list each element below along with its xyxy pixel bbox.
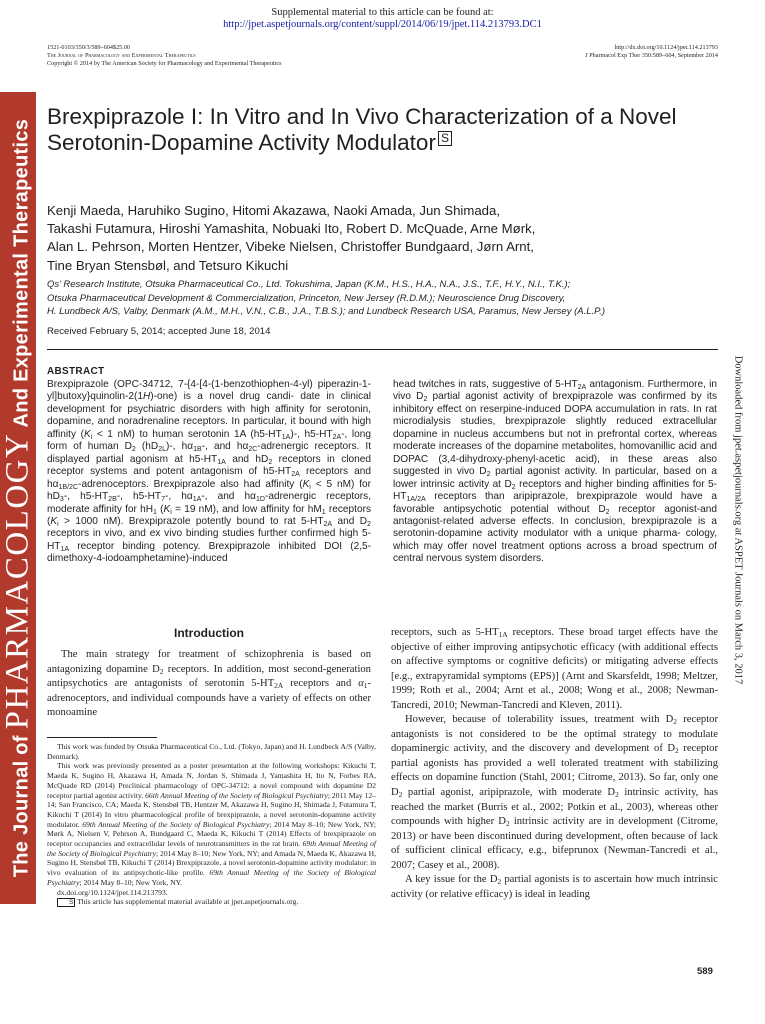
- text-run: 1B/2C: [58, 483, 79, 491]
- text-run: D: [359, 515, 368, 527]
- text-run: 2: [367, 520, 371, 528]
- intro-paragraph-1: [47, 648, 371, 721]
- text-run: 2: [505, 818, 510, 828]
- text-run: i: [309, 483, 311, 491]
- text-run: 2: [268, 458, 273, 466]
- introduction-left-column: [47, 648, 371, 721]
- text-run: receptors and: [283, 678, 359, 690]
- intro-paragraph-3: [391, 873, 718, 902]
- text-run: receptors. In addition, most second-generation antipsychotics are antagonists of serotonin 5-HT: [47, 663, 371, 690]
- text-run: is a serotonin-dopamine activity modulator with a unique pharma-: [393, 515, 717, 540]
- text-run: However, because of tolerability issues, treatment with D: [405, 714, 674, 726]
- text-run: 1: [363, 680, 368, 690]
- text-run: hα: [181, 441, 194, 453]
- text-run: 5-HT: [393, 478, 718, 503]
- text-run: α: [358, 678, 364, 690]
- band-title: PHARMACOLOGY: [0, 432, 36, 730]
- text-run: receptors in cloned receptor systems and potent: [47, 453, 371, 478]
- text-run: h5-HT: [133, 491, 162, 503]
- text-run: > 1000 nM). Brexpiprazole potently bound to rat 5-HT: [58, 515, 324, 527]
- doi-link[interactable]: http://dx.doi.org/10.1124/jpet.114.213793: [614, 44, 718, 51]
- text-run: 2C: [248, 446, 258, 454]
- text-run: was confirmed by its inhibitory effect on reserpine-induced DOPA: [393, 391, 717, 415]
- text-run: 7: [161, 495, 166, 503]
- text-run: dihydroxy-phenyl-acetic acid), in these areas also suggested in: [393, 453, 717, 478]
- text-run: at h5-HT: [174, 453, 218, 465]
- text-run: -, and hα: [201, 491, 256, 503]
- text-run: partial agonist activity. In particular, based on a lower: [393, 466, 718, 490]
- text-run: 2A: [291, 470, 300, 478]
- text-run: K: [50, 515, 58, 527]
- text-run: 1: [321, 508, 326, 516]
- text-run: 1A: [498, 629, 508, 639]
- text-run: receptor binding potency. Brexpiprazole: [69, 540, 271, 552]
- text-run: (: [47, 515, 51, 527]
- text-run: 2B: [108, 495, 117, 503]
- text-run: 2A: [577, 383, 587, 391]
- text-run: spectrum of central nervous system disorders.: [393, 540, 717, 565]
- footnote-divider: [47, 737, 157, 738]
- text-run: A key issue for the D: [405, 874, 498, 886]
- text-run: receptors and higher binding affinities for: [515, 478, 705, 490]
- text-run: antagonism.: [586, 379, 645, 390]
- text-run: 2: [398, 789, 403, 799]
- affiliation-line-2: Otsuka Pharmaceutical Development & Commercialization, Princeton, New Jersey (R.D.M.); Neuroscience Drug Discovery,: [47, 292, 566, 304]
- text-run: -adrenoceptors.: [78, 478, 149, 490]
- text-run: 1B: [193, 446, 202, 454]
- text-run: 69th Annual Meeting of the Society of Biological Psychiatry: [82, 819, 270, 829]
- text-run: 2: [423, 396, 428, 404]
- text-run: and hD: [225, 453, 269, 465]
- text-run: receptors: [325, 503, 371, 515]
- text-run: 2: [675, 746, 679, 756]
- text-run: affinity for serotonin, dopamine, and noradrenaline receptors. In: [47, 403, 371, 428]
- text-run: 66th Annual Meeting of the Society of Biological Psychiatry: [145, 790, 328, 800]
- text-run: ; 2014 May 8–10; New York, NY.: [79, 877, 183, 887]
- journal-side-band: [0, 92, 36, 904]
- text-run: 2: [615, 789, 619, 799]
- text-run: intrinsic activity are in development (Citrome, 2013) or have been discontinued during development, often because of lack of sufficient clinical efficacy, e.g., bifeprunox (Newman-Tancredi et al., 2007; Casey et al., 2008).: [391, 816, 718, 871]
- footnote-funding: This work was funded by Otsuka Pharmaceutical Co., Ltd. (Tokyo, Japan) and H. Lundbeck A/S (Valby, Denmark).: [47, 742, 376, 761]
- text-run: 1: [153, 508, 157, 516]
- text-run: This work was previously presented as a poster presentation at the following workshops: Kikuchi T, Maeda K, Sugino H, Akazawa H, Amada N, Jordan S, Shimada J, Yamashita H, Ito N, Forbes RA, McQuade RD (2014) Preclinical pharmacology of OPC-34712: a novel compound with dopamine D2 receptor partial agonist activity.: [47, 761, 376, 800]
- affiliations: [47, 278, 707, 319]
- journal-header-left: [47, 44, 282, 69]
- supplement-banner: [0, 7, 765, 31]
- intro-paragraph-1-cont: [391, 626, 718, 713]
- text-run: serotonin 1A (h5-HT: [187, 428, 282, 440]
- text-run: 2: [511, 483, 516, 491]
- supplement-s-icon[interactable]: S: [57, 898, 75, 907]
- intro-paragraph-2: [391, 713, 718, 873]
- text-run: intrinsic activity, has reached the market (Burris et al., 2002; Potkin et al., 2003), whereas other compounds with higher D: [391, 787, 718, 828]
- text-run: piperazin-1-yl]butoxy}quinolin-2(1: [47, 379, 371, 403]
- affiliation-line-3: H. Lundbeck A/S, Valby, Denmark (A.M., M.H., V.N., C.B., J.A., T.B.S.); and Lundbeck Research USA, Paramus, New Jersey (A.L.P.): [47, 306, 606, 318]
- text-run: = 19 nM), and low affinity for hM: [171, 503, 322, 515]
- text-run: partial agonist, aripiprazole, with moderate D: [402, 787, 616, 799]
- text-run: partial agonists is to ascertain how much intrinsic activity (or relative efficacy) is ideal in leading: [391, 874, 718, 900]
- copyright-line: Copyright © 2014 by The American Society for Pharmacology and Experimental Therapeutics: [47, 60, 282, 68]
- text-run: ; 2014 May 8–10; New York, NY; and Amada N, Maeda K, Akazawa H, Sugino H, Stensbøl TB, Kikuchi T (2014) Brexpiprazole, a novel serotonin-dopamine activity modulator: in vivo evaluation of its antipsychotic-like profile.: [47, 848, 377, 878]
- text-run: -, long form of human D: [47, 428, 372, 453]
- text-run: but not in prefrontal cortex, whereas moderate increases of the: [393, 428, 717, 453]
- supplement-notice: Supplemental material to this article can be found at:: [271, 7, 494, 18]
- text-run: (: [156, 503, 164, 515]
- text-run: H: [142, 391, 151, 403]
- text-run: 2: [605, 508, 610, 516]
- authors-line-2: Takashi Futamura, Hiroshi Yamashita, Nobuaki Ito, Robert D. McQuade, Arne Mørk,: [47, 221, 536, 237]
- text-run: -,: [116, 491, 123, 503]
- text-run: 2A: [323, 520, 333, 528]
- divider: [47, 349, 718, 350]
- text-run: Furthermore, in vivo D: [393, 379, 717, 403]
- text-run: i: [57, 520, 59, 528]
- text-run: (hD: [135, 441, 159, 453]
- text-run: head twitches in rats, suggestive of 5-HT: [393, 379, 578, 390]
- text-run: Brexpiprazole also had affinity (: [153, 478, 303, 490]
- text-run: 2: [131, 446, 136, 454]
- text-run: 2A: [274, 680, 284, 690]
- author-list: [47, 202, 707, 275]
- abstract-heading: ABSTRACT: [47, 366, 105, 377]
- text-run: < 5 nM) for hD: [47, 478, 371, 503]
- authors-line-1: Kenji Maeda, Haruhiko Sugino, Hitomi Akazawa, Naoki Amada, Jun Shimada,: [47, 203, 501, 218]
- text-run: -, hα: [165, 491, 193, 503]
- text-run: date in clinical development for psychiatric disorders with high: [47, 391, 371, 415]
- text-run: vivo D: [456, 466, 487, 478]
- text-run: receptors, such as 5-HT: [391, 627, 499, 638]
- abstract-left-column: [47, 379, 371, 566]
- text-run: K: [163, 503, 171, 515]
- text-run: 1A: [217, 458, 226, 466]
- footnote-presentations: [47, 761, 376, 887]
- text-run: particular, it bound with high affinity (: [47, 416, 371, 440]
- supplement-url-link[interactable]: http://jpet.aspetjournals.org/content/suppl/2014/06/19/jpet.114.213793.DC1: [223, 19, 542, 30]
- text-run: -, h5-HT: [63, 491, 109, 503]
- text-run: 69th Annual Meeting of the Society of Biological Psychiatry: [47, 868, 376, 887]
- text-run: partial agonist activity of brexpiprazole: [427, 391, 614, 403]
- introduction-right-column: [391, 626, 718, 902]
- text-run: 1A: [281, 433, 291, 441]
- text-run: < 1 nM) to human: [92, 428, 184, 440]
- text-run: 2L: [158, 446, 167, 454]
- text-run: ; 2011 May 12–14; San Francisco, CA; Maeda K, Stensbøl TB, Hentzer M, Akazawa H, Sugino H, Shimada J, Futamura T, Kikuchi T (2014) In vitro pharmacological profile of brexpiprazole, a novel serotonin-dopamine activity modulator.: [47, 790, 376, 829]
- text-run: accumulation in rats. In rat microdialysis studies, brexpiprazole: [393, 403, 717, 428]
- text-run: affinity for hH: [92, 503, 154, 515]
- text-run: K: [83, 428, 91, 440]
- text-run: )-, h5-HT: [290, 428, 333, 440]
- supplement-s-icon[interactable]: S: [438, 131, 452, 146]
- text-run: -adrenergic receptors, moderate: [47, 491, 371, 515]
- text-run: 1A: [192, 495, 202, 503]
- text-run: cology, which may offer novel treatment options across a broad: [393, 528, 717, 552]
- article-title: [47, 104, 707, 156]
- text-run: confirmed high 5-HT: [47, 528, 371, 552]
- text-run: -adrenergic receptors. It displayed partial agonism: [47, 441, 371, 465]
- introduction-heading: Introduction: [174, 626, 244, 640]
- affiliation-line-1: Qs’ Research Institute, Otsuka Pharmaceutical Co., Ltd. Tokushima, Japan (K.M., H.S., H.A., N.A., J.S., T.F., H.Y., N.I., T.K.);: [47, 279, 571, 290]
- text-run: dopamine metabolites, homovanillic acid and DOPAC (3,4-: [393, 441, 717, 465]
- text-run: receptors and hα: [47, 466, 371, 490]
- text-run: -adrenoceptors, and individual compounds have a variety of effects on other monoamine: [47, 678, 372, 719]
- text-run: receptor agonist-: [609, 503, 701, 515]
- text-run: 3: [59, 495, 64, 503]
- text-run: 1A: [60, 545, 70, 553]
- journal-side-band-text: [0, 119, 36, 877]
- abstract-right-column: [393, 379, 717, 566]
- text-run: 2: [497, 877, 502, 887]
- footnote-doi[interactable]: dx.doi.org/10.1124/jpet.114.213793.: [57, 887, 168, 897]
- text-run: 2: [486, 470, 491, 478]
- citation-line: J Pharmacol Exp Ther 350:589–604, September 2014: [585, 52, 718, 60]
- text-run: 2: [159, 666, 164, 676]
- text-run: slightly reduced extracellular dopamine in nucleus accumbens: [393, 416, 718, 440]
- text-run: 1A/2A: [406, 495, 426, 503]
- received-dates: Received February 5, 2014; accepted June 18, 2014: [47, 326, 271, 337]
- text-run: ; 2014 May 8–10; New York, NY; Mørk A, Nielsen V, Pehrson A, Bundgaard C, Maeda K, Kikuchi T (2014) Effects of brexpiprazole on receptor occupancies and extracellular levels of neurotransmitters in the rat brain.: [47, 819, 377, 849]
- text-run: K: [302, 478, 310, 490]
- text-run: -, and hα: [201, 441, 249, 453]
- authors-line-3: Alan L. Pehrson, Morten Hentzer, Vibeke Nielsen, Christoffer Bundgaard, Jørn Arnt,: [47, 239, 534, 255]
- text-run: a favorable antipsychotic potential without D: [393, 491, 717, 515]
- journal-header-right: [585, 44, 718, 60]
- text-run: receptor partial agonists has provided a well tolerated treatment with stabilizing effects on dopamine function (Stahl, 2001; Citrome, 2013). So far, only one D: [391, 743, 718, 799]
- title-line-1: Brexpiprazole I: In Vitro and In Vivo Characterization of a Novel: [47, 104, 677, 129]
- text-run: receptors in vivo, and ex vivo binding studies further: [47, 528, 288, 540]
- footnotes: [47, 742, 376, 907]
- text-run: receptor antagonists is not considered to be the optimal strategy to modulate dopaminergic activity, and the discovery and development of D: [391, 714, 718, 755]
- issn-line: 1521-0103/350/3/589–604$25.00: [47, 44, 131, 51]
- authors-line-4: Tine Bryan Stensbøl, and Tetsuro Kikuchi: [47, 257, 289, 273]
- text-run: inhibited DOI (2,5-dimethoxy-4-iodoamphetamine)-induced: [47, 540, 371, 565]
- text-run: )-,: [166, 441, 176, 453]
- text-run: and antagonist-related adverse effects. In conclusion, brexpiprazole: [393, 503, 717, 527]
- text-run: receptors than aripiprazole, brexpiprazole would have: [425, 491, 703, 503]
- text-run: and: [332, 515, 355, 527]
- title-line-2: [47, 130, 707, 156]
- text-run: )-one) is a novel drug candi-: [150, 391, 294, 403]
- text-run: receptors. These broad target effects have the objective of either improving antipsychotic efficacy (with additional effects on affective symptoms or cognitive deficits) or mitigating adverse effects [e.g., extrapyramidal symptoms (EPS)] (Arnt and Skarsfeldt, 1998; Meltzer, 1999; Roth et al., 2004; Arnt et al., 2008; Wong et al., 2008; Newman-Tancredi, 2010; Newman-Tancredi and Kleven, 2011).: [391, 627, 718, 711]
- text-run: antagonism of h5-HT: [190, 466, 292, 478]
- text-run: 2A: [332, 433, 342, 441]
- text-run: The main strategy for treatment of schizophrenia is based on antagonizing dopamine D: [47, 649, 371, 675]
- text-run: 2: [673, 717, 677, 727]
- text-run: 1D: [255, 495, 265, 503]
- text-run: This article has supplemental material available at jpet.aspetjournals.org.: [75, 897, 299, 907]
- download-note: Downloaded from jpet.aspetjournals.org at ASPET Journals on March 3, 2017: [732, 355, 744, 685]
- journal-name: The Journal of Pharmacology and Experimental Therapeutics: [47, 52, 196, 60]
- text-run: i: [170, 508, 172, 516]
- band-suffix: And Experimental Therapeutics: [10, 118, 33, 428]
- band-prefix: The Journal of: [10, 735, 33, 878]
- title-line-2-text: Serotonin-Dopamine Activity Modulator: [47, 130, 436, 155]
- text-run: i: [90, 433, 93, 441]
- text-run: intrinsic activity at D: [420, 478, 512, 490]
- footnote-supplemental: [47, 897, 376, 907]
- text-run: 69th Annual Meeting of the Society of Biological Psychiatry: [47, 839, 376, 858]
- page-number: 589: [697, 966, 713, 977]
- text-run: Brexpiprazole (OPC-34712, 7-{4-[4-(1-benzothiophen-4-yl): [47, 379, 313, 390]
